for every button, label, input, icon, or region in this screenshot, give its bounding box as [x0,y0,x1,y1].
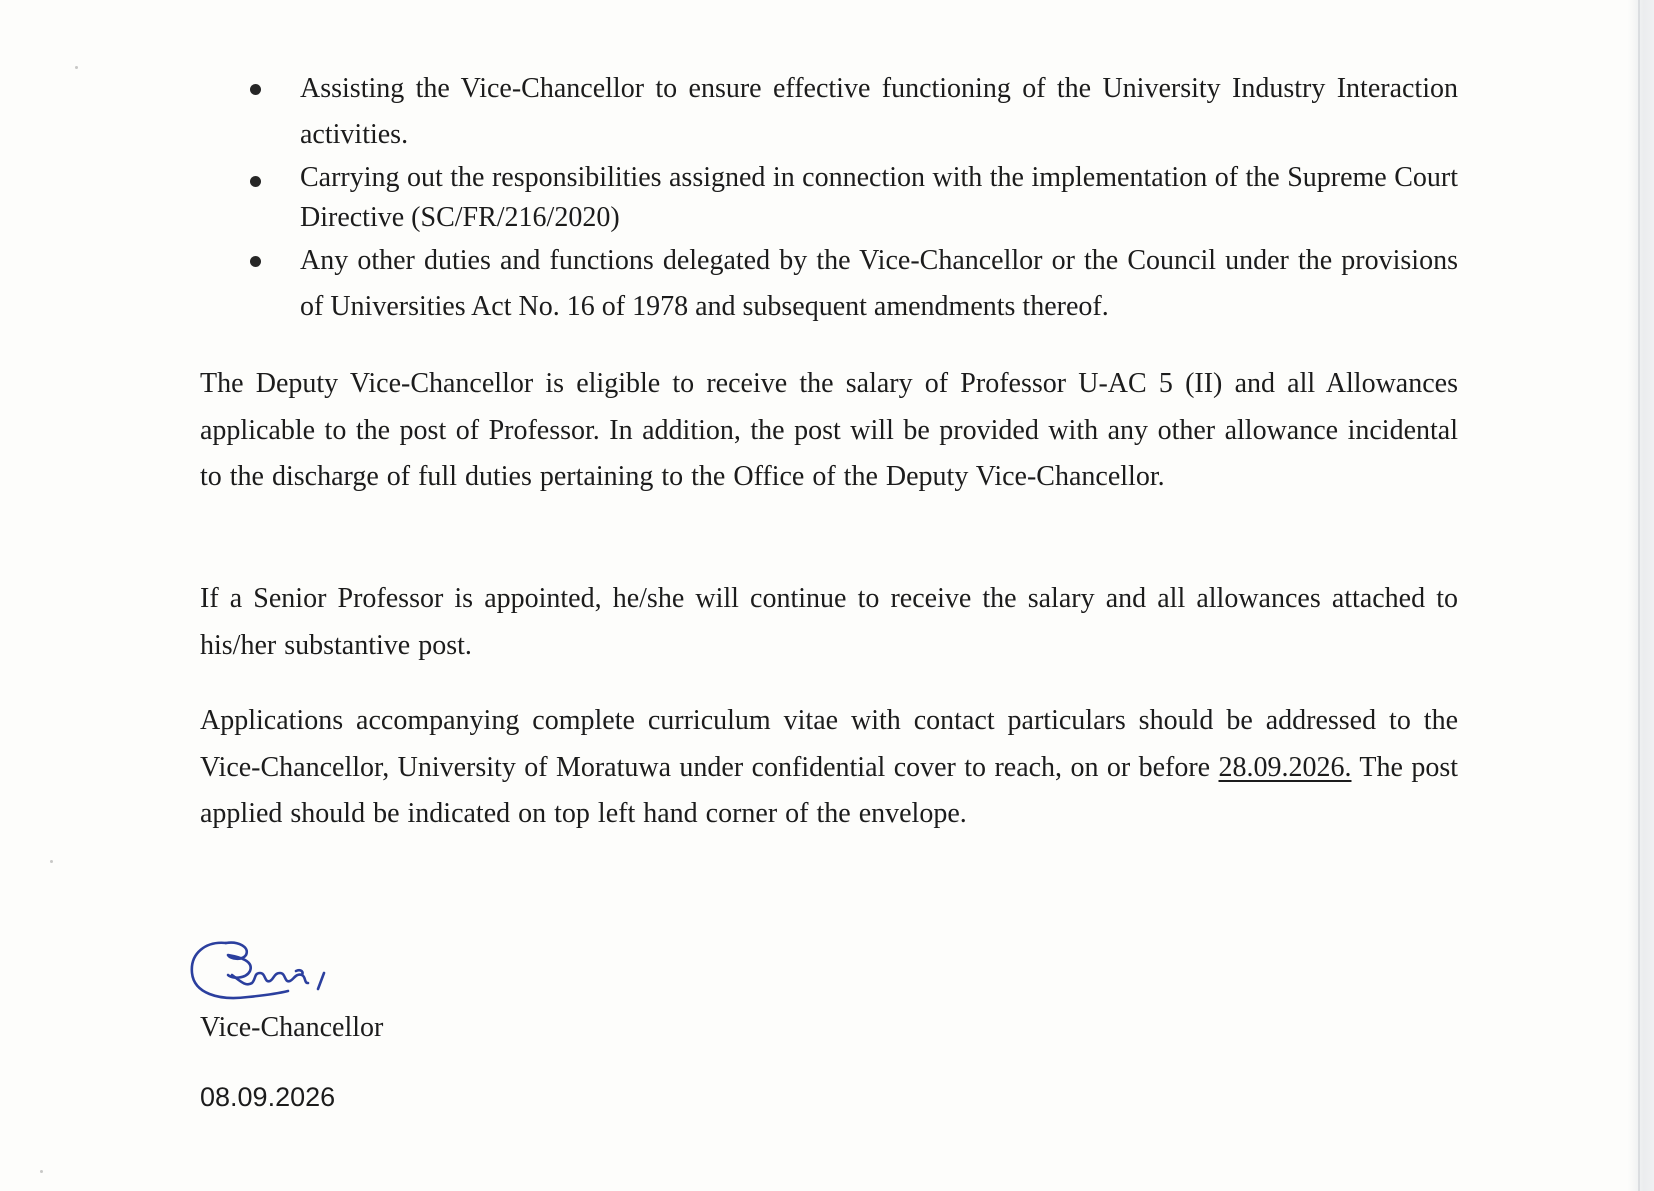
scan-edge-shadow [1628,0,1654,1191]
deadline-date: 28.09.2026. [1218,751,1352,783]
duties-bullet-list [200,66,1458,330]
signatory-title: Vice-Chancellor [200,1012,384,1043]
scan-edge-line [1638,0,1640,1191]
bullet-text: Assisting the Vice-Chancellor to ensure effective functioning of the University Industry Interaction activities. [300,73,1458,150]
bullet-item-supreme-court-directive [200,158,1458,238]
signature-date: 08.09.2026 [200,1082,336,1112]
bullet-dot-icon [250,84,261,95]
scan-speck [40,1170,43,1173]
scan-speck [75,66,78,69]
salary-paragraph: The Deputy Vice-Chancellor is eligible to receive the salary of Professor U-AC 5 (II) and all Allowances applicable to the post of Professor. In addition, the post will be provided with any other allowance incidental to the discharge of full duties pertaining to the Office of the Deputy Vice-Chancellor. [200,368,1458,492]
bullet-dot-icon [250,176,261,187]
applications-text-before: Applications accompanying complete curriculum vitae with contact particulars should be addressed to the Vice-Chancellor, University of Moratuwa under confidential cover to reach, on or before [200,705,1458,783]
applications-paragraph [200,698,1458,838]
scan-speck [50,860,53,863]
bullet-item-other-duties [200,238,1458,330]
bullet-dot-icon [250,256,261,267]
bullet-text: Carrying out the responsibilities assigned in connection with the implementation of the Supreme Court Directive (SC/FR/216/2020) [300,162,1458,233]
bullet-item-industry-interaction [200,66,1458,158]
applications-text-after: The post applied should be indicated on top left hand corner of the envelope. [200,751,1459,829]
bullet-text: Any other duties and functions delegated by the Vice-Chancellor or the Council under the provisions of Universities Act No. 16 of 1978 and subsequent amendments thereof. [300,245,1458,322]
senior-professor-paragraph: If a Senior Professor is appointed, he/she will continue to receive the salary and all allowances attached to his/her substantive post. [200,583,1458,661]
